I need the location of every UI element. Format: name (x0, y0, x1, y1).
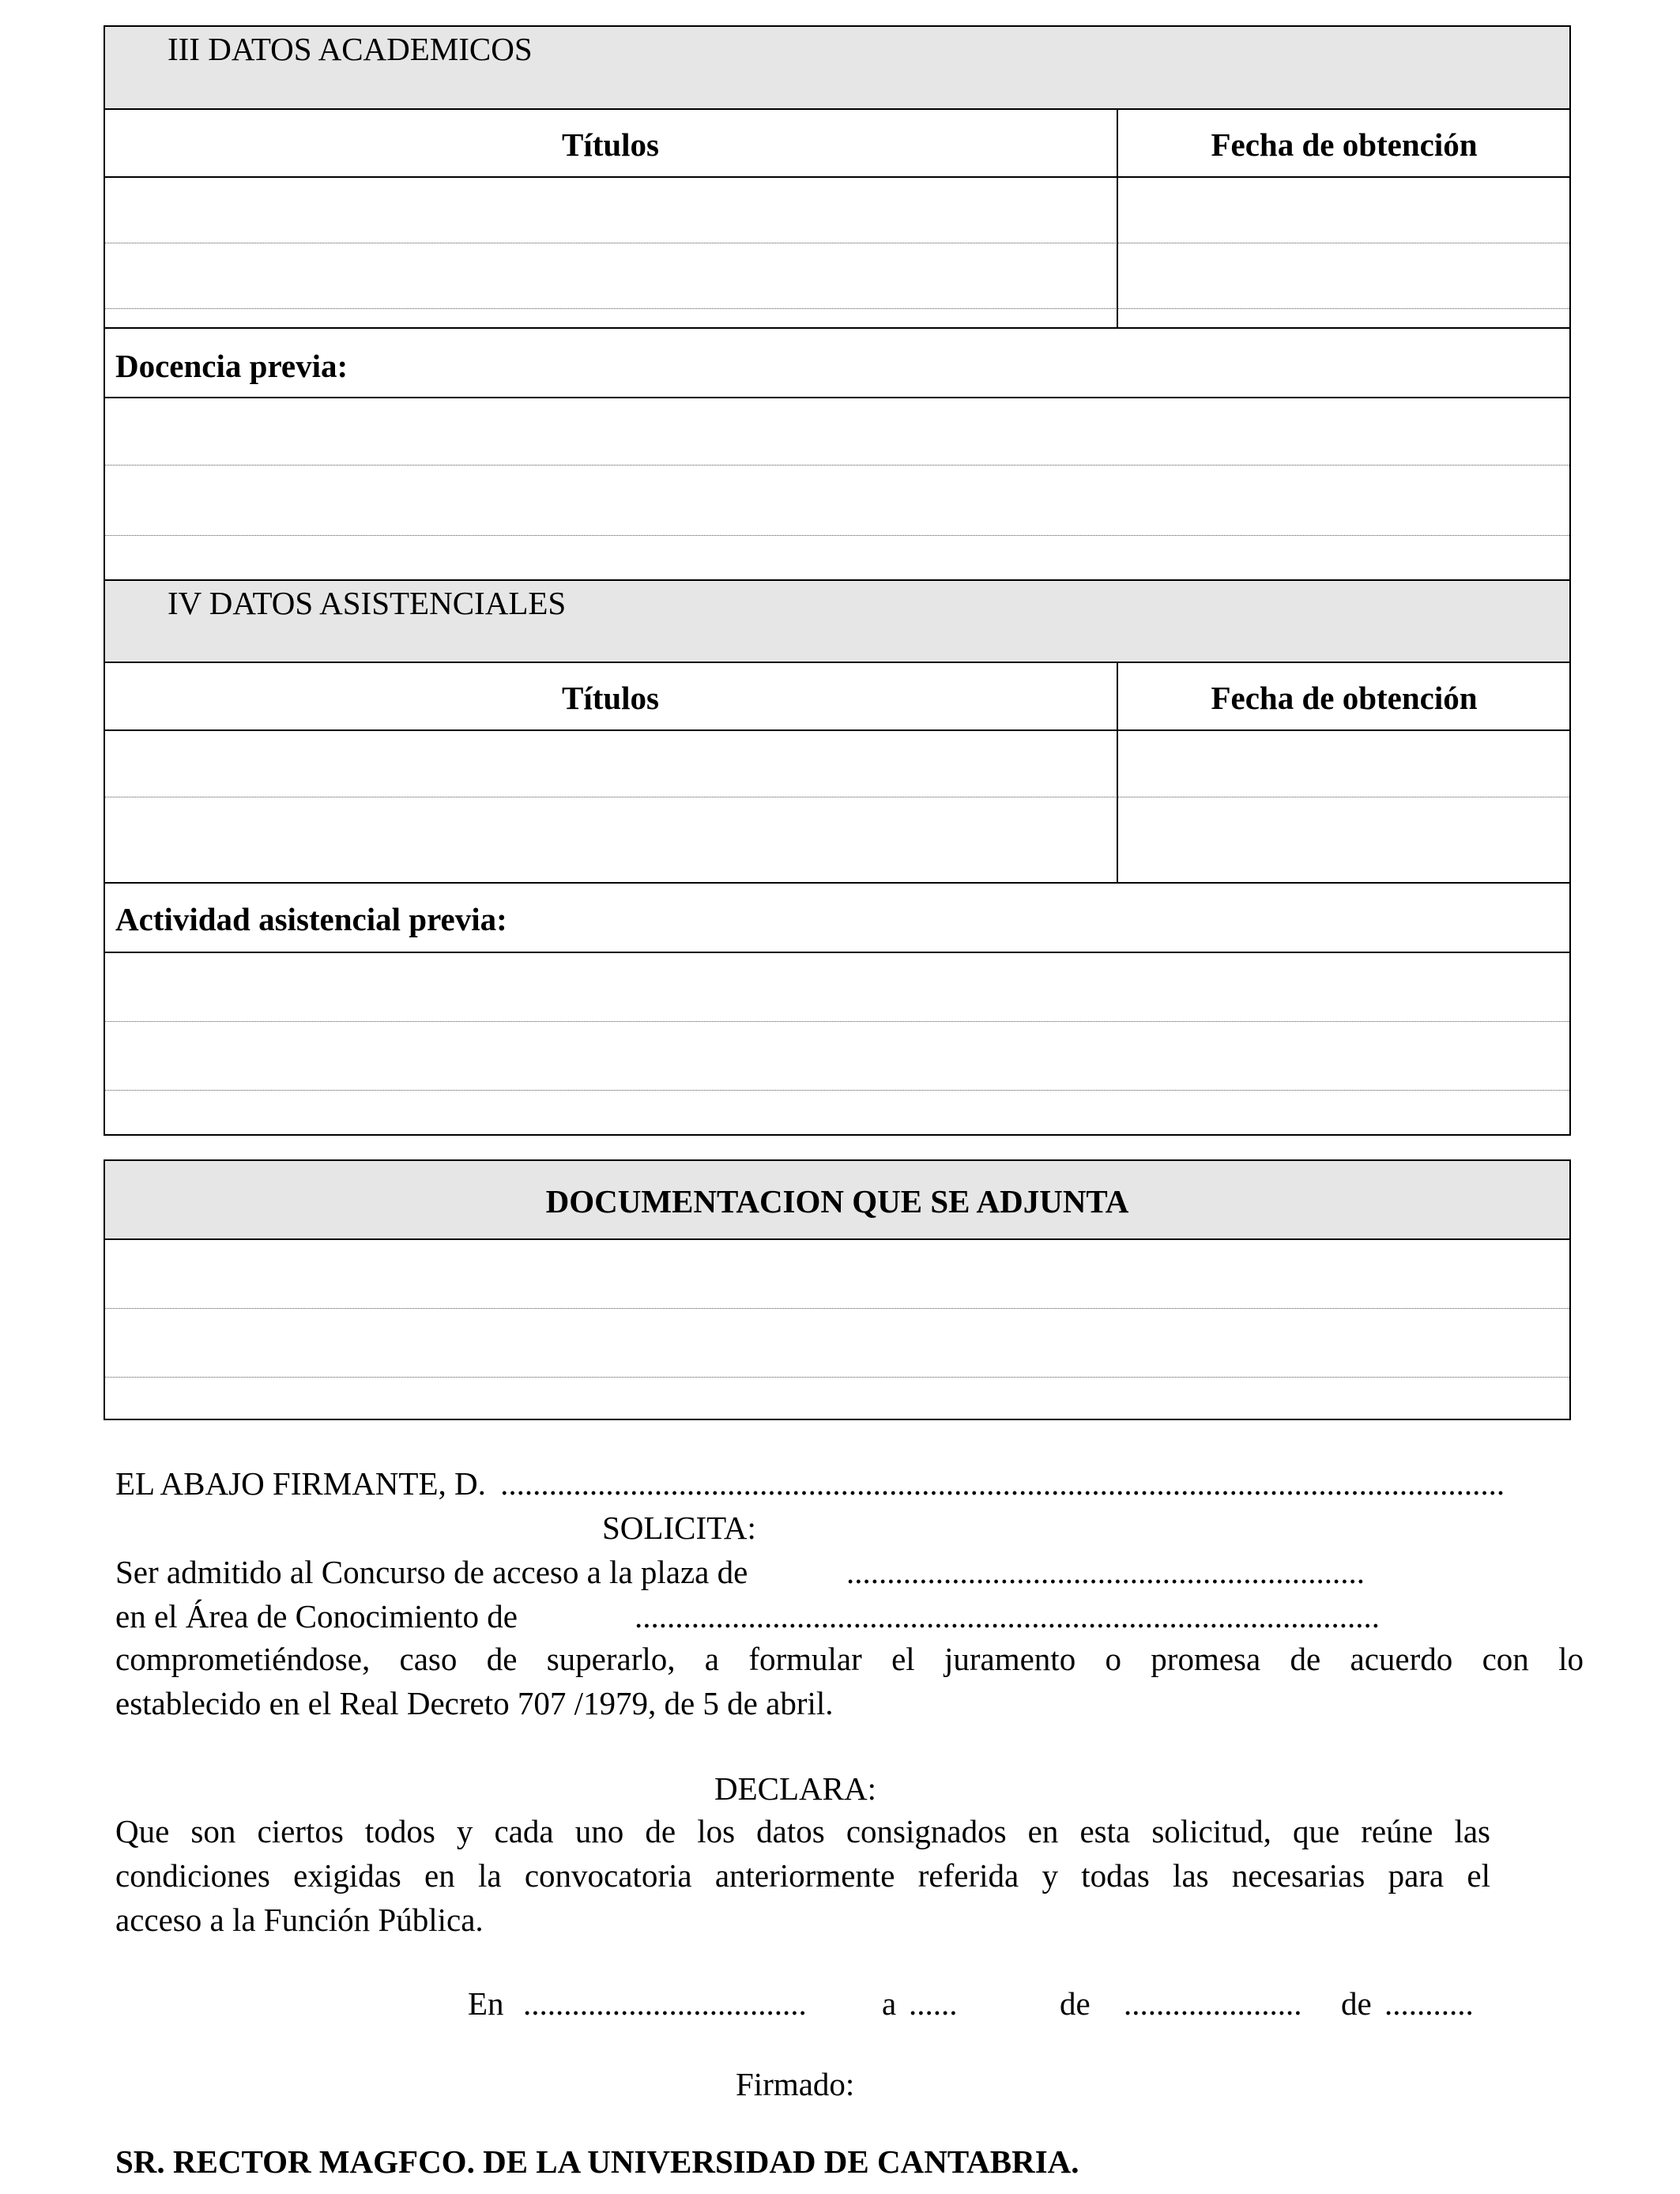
section3-row-line (105, 308, 1569, 309)
month-de-label: de (1060, 1985, 1090, 2022)
activity-row-line (105, 1021, 1569, 1022)
teaching-divider (104, 397, 1571, 398)
area-label: en el Área de Conocimiento de (115, 1598, 518, 1634)
declara-heading: DECLARA: (714, 1770, 876, 1807)
month-dots: ...................... (1124, 1985, 1302, 2022)
signer-label: EL ABAJO FIRMANTE, D. (115, 1465, 486, 1502)
addressee: SR. RECTOR MAGFCO. DE LA UNIVERSIDAD DE CANTABRIA. (115, 2143, 1079, 2180)
activity-row-line (105, 1090, 1569, 1091)
teaching-row-line (105, 465, 1569, 466)
activity-divider (104, 952, 1571, 953)
section3-col-divider (1117, 108, 1118, 328)
documentation-title: DOCUMENTACION QUE SE ADJUNTA (545, 1183, 1129, 1220)
teaching-row-line (105, 535, 1569, 536)
section3-col-titles: Títulos (561, 126, 660, 163)
commitment-line: establecido en el Real Decreto 707 /1979, de 5 de abril. (115, 1685, 834, 1721)
signer-line (115, 1465, 1505, 1502)
section4-header-divider (104, 662, 1571, 663)
declaration-line: acceso a la Función Pública. (115, 1902, 484, 1938)
section3-title: III DATOS ACADEMICOS (168, 31, 533, 67)
commitment-line: comprometiéndose, caso de superarlo, a formular el juramento o promesa de acuerdo con lo (115, 1641, 1584, 1677)
section4-table-bottom (104, 882, 1571, 884)
section3-colhead-divider (104, 176, 1571, 178)
admit-label: Ser admitido al Concurso de acceso a la plaza de (115, 1554, 748, 1590)
signature-label: Firmado: (736, 2066, 855, 2102)
section3-table-bottom (104, 327, 1571, 329)
area-dots: ............................................................................................ (635, 1598, 1380, 1634)
declaration-line: Que son ciertos todos y cada uno de los datos consignados en esta solicitud, que reúne las (115, 1813, 1490, 1849)
year-dots: ........... (1384, 1985, 1474, 2022)
declaration-paragraph (115, 1809, 1490, 1942)
section4-colhead-divider (104, 729, 1571, 731)
commitment-paragraph (115, 1637, 1584, 1725)
documentation-row-line (105, 1308, 1569, 1309)
section4-top-border (104, 579, 1571, 581)
teaching-label: Docencia previa: (115, 348, 348, 384)
activity-label: Actividad asistencial previa: (115, 901, 507, 937)
place-en-dots: ................................... (523, 1985, 807, 2022)
section4-col-date: Fecha de obtención (1211, 680, 1478, 716)
day-dots: ...... (909, 1985, 958, 2022)
declaration-line: condiciones exigidas en la convocatoria anteriormente referida y todas las necesarias para el (115, 1857, 1490, 1894)
day-a-label: a (882, 1985, 897, 2022)
section4-col-divider (1117, 662, 1118, 883)
section4-title: IV DATOS ASISTENCIALES (168, 585, 567, 621)
admit-dots: ................................................................ (846, 1554, 1365, 1590)
section4-col-titles: Títulos (561, 680, 660, 716)
place-en-label: En (468, 1985, 504, 2022)
year-de-label: de (1341, 1985, 1372, 2022)
signer-dots: ............................................................................................................................ (500, 1465, 1505, 1502)
documentation-row-line (105, 1377, 1569, 1378)
solicita-heading: SOLICITA: (602, 1510, 756, 1546)
section3-col-date: Fecha de obtención (1211, 126, 1478, 163)
section3-header-divider (104, 108, 1571, 110)
documentation-header-divider (104, 1238, 1571, 1240)
